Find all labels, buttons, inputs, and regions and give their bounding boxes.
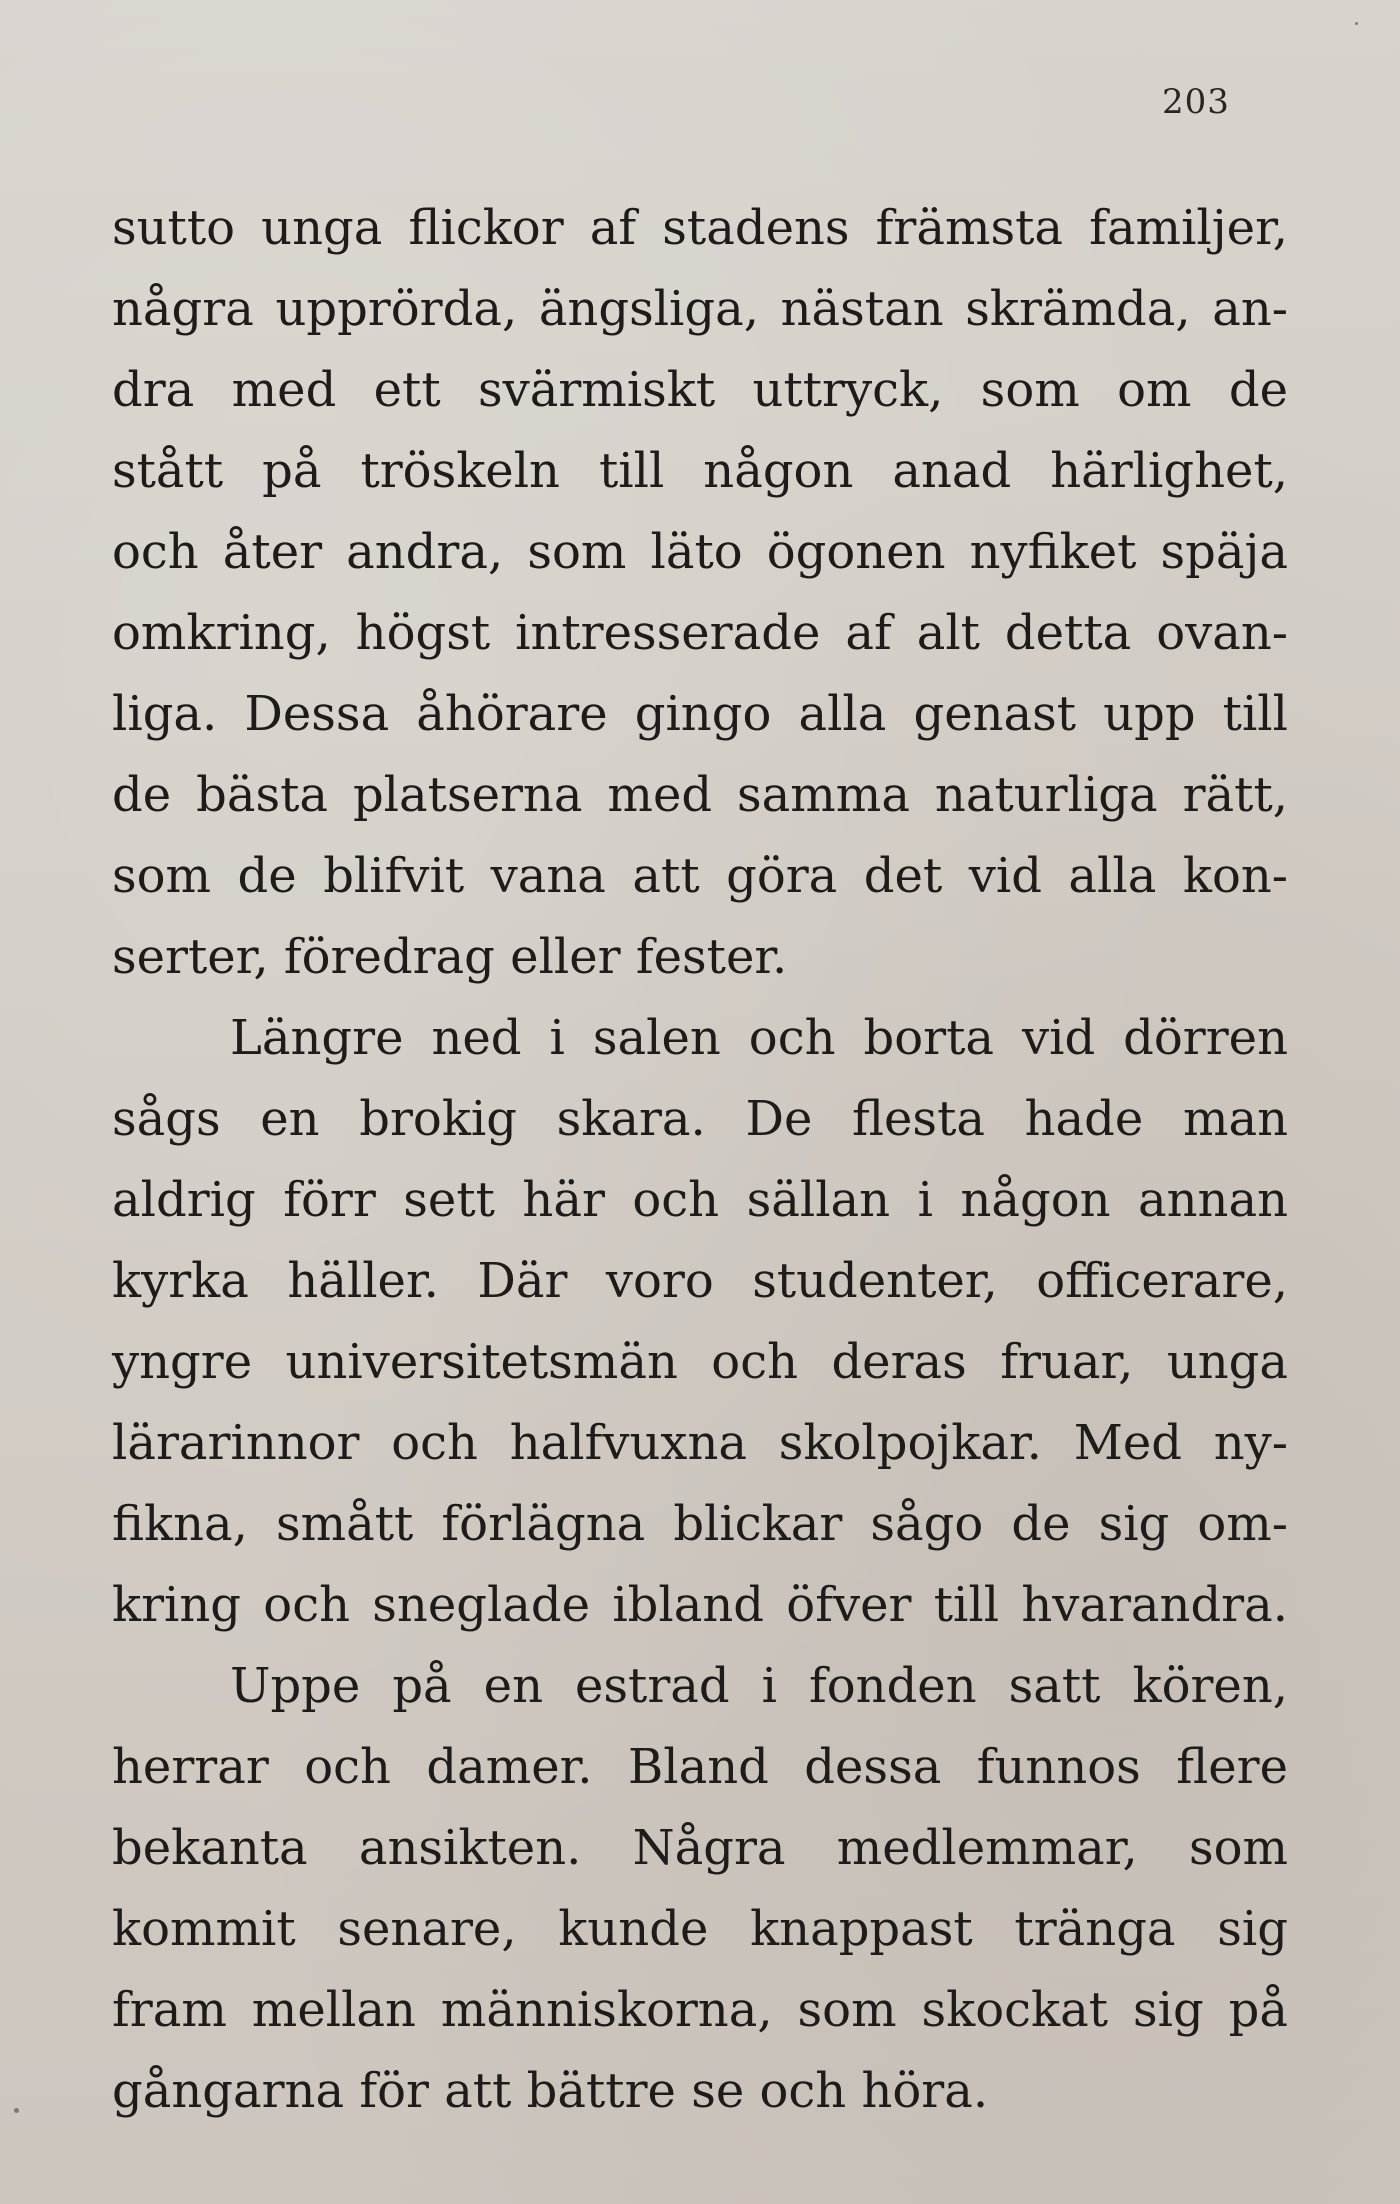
page-number: 203 (1162, 82, 1230, 122)
text-line: fikna, smått förlägna blickar sågo de sig om- (112, 1496, 1288, 1552)
text-line: bekanta ansikten. Några medlemmar, som (112, 1820, 1288, 1876)
text-line: serter, föredrag eller fester. (112, 929, 788, 985)
text-line: och åter andra, som läto ögonen nyfiket späja (112, 524, 1288, 580)
paper-speck (1355, 22, 1358, 25)
text-line: de bästa platserna med samma naturliga rätt, (112, 767, 1288, 823)
text-line: som de blifvit vana att göra det vid alla kon- (112, 848, 1288, 904)
text-line: kommit senare, kunde knappast tränga sig (112, 1901, 1288, 1957)
paper-speck (14, 2108, 19, 2113)
text-line: lärarinnor och halfvuxna skolpojkar. Med ny- (112, 1415, 1288, 1471)
text-line: sutto unga flickor af stadens främsta familjer, (112, 200, 1288, 256)
text-line: gångarna för att bättre se och höra. (112, 2063, 989, 2119)
text-line: yngre universitetsmän och deras fruar, unga (112, 1334, 1288, 1390)
text-line: stått på tröskeln till någon anad härlighet, (112, 443, 1288, 499)
text-line: aldrig förr sett här och sällan i någon annan (112, 1172, 1288, 1228)
text-line: Längre ned i salen och borta vid dörren (230, 1010, 1288, 1066)
text-line: kyrka häller. Där voro studenter, officerare, (112, 1253, 1288, 1309)
text-line: liga. Dessa åhörare gingo alla genast upp till (112, 686, 1288, 742)
text-line: herrar och damer. Bland dessa funnos flere (112, 1739, 1288, 1795)
text-line: Uppe på en estrad i fonden satt kören, (230, 1658, 1288, 1714)
text-line: kring och sneglade ibland öfver till hvarandra. (112, 1577, 1288, 1633)
text-line: omkring, högst intresserade af alt detta ovan- (112, 605, 1288, 661)
text-line: sågs en brokig skara. De flesta hade man (112, 1091, 1288, 1147)
text-line: dra med ett svärmiskt uttryck, som om de (112, 362, 1288, 418)
text-line: några upprörda, ängsliga, nästan skrämda, an- (112, 281, 1288, 337)
text-line: fram mellan människorna, som skockat sig på (112, 1982, 1288, 2038)
body-text (112, 188, 1288, 2132)
